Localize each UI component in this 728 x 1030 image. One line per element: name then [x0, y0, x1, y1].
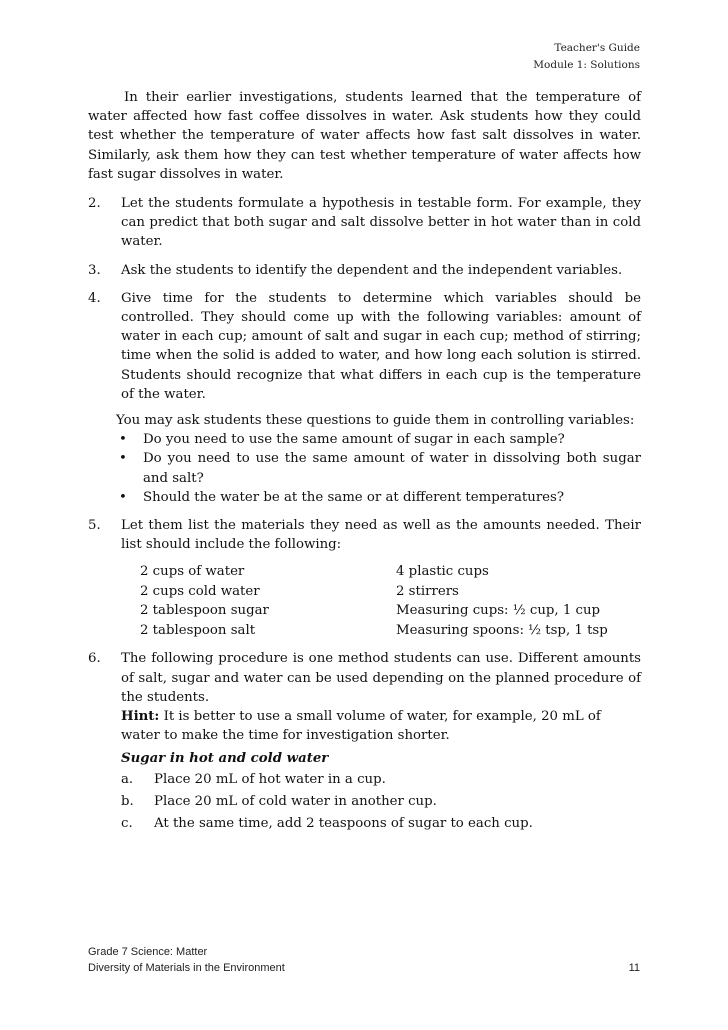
item-number: 2.: [88, 196, 101, 212]
item-text: Give time for the students to determine which variables should be controlled. They should come up with the following variables: amount of water in each cup; amount of salt and sugar in each cup; method of stirring; time when the solid is added to water, and how long each solution is stirred. Students should recognize that what differs in each cup is the temperature of the water.: [121, 290, 641, 402]
item-text: Let them list the materials they need as well as the amounts needed. Their list should include the following:: [121, 518, 641, 553]
guide-note: You may ask students these questions to guide them in controlling variables:: [116, 413, 635, 429]
footer-unit-title: Diversity of Materials in the Environment: [88, 962, 285, 974]
material-item: 2 stirrers: [396, 583, 459, 599]
materials-column-left: [140, 562, 396, 640]
bullet-icon: •: [119, 432, 127, 448]
procedure-step: [121, 813, 641, 835]
main-content: [88, 88, 641, 844]
procedure-subheading: Sugar in hot and cold water: [121, 751, 329, 767]
step-letter: c.: [121, 815, 133, 831]
hint-label: Hint:: [121, 709, 160, 725]
material-item: 4 plastic cups: [396, 564, 489, 580]
step-text: Place 20 mL of hot water in a cup.: [154, 771, 386, 787]
materials-list: [140, 562, 641, 640]
guide-question: [116, 430, 641, 449]
guide-question: [116, 488, 641, 507]
item-text: The following procedure is one method students can use. Different amounts of salt, sugar and water can be used depending on the planned procedure of the students.: [121, 651, 641, 705]
step-text: At the same time, add 2 teaspoons of sugar to each cup.: [154, 815, 533, 831]
list-item-6: [88, 649, 641, 834]
item-number: 4.: [88, 290, 101, 306]
guide-question-list: [116, 430, 641, 507]
material-item: 2 cups cold water: [140, 583, 260, 599]
page-number: 11: [628, 962, 640, 974]
header-module-title: Module 1: Solutions: [533, 59, 640, 71]
guide-question: [116, 449, 641, 487]
header-guide-title: Teacher's Guide: [554, 42, 640, 54]
material-item: Measuring spoons: ½ tsp, 1 tsp: [396, 622, 608, 638]
item-number: 5.: [88, 518, 101, 534]
material-item: 2 tablespoon sugar: [140, 603, 269, 619]
list-item-3: [88, 261, 641, 280]
procedure-steps: [121, 769, 641, 835]
step-letter: a.: [121, 771, 134, 787]
step-text: Place 20 mL of cold water in another cup.: [154, 793, 437, 809]
item-text: Ask the students to identify the dependent and the independent variables.: [121, 262, 623, 278]
material-item: Measuring cups: ½ cup, 1 cup: [396, 603, 601, 619]
bullet-icon: •: [119, 489, 127, 505]
item-text: Let the students formulate a hypothesis in testable form. For example, they can predict that both sugar and salt dissolve better in hot water than in cold water.: [121, 196, 641, 250]
question-text: Should the water be at the same or at different temperatures?: [143, 489, 565, 505]
running-header: [533, 40, 640, 74]
item-number: 6.: [88, 651, 101, 667]
bullet-icon: •: [119, 451, 127, 467]
list-item-2: [88, 194, 641, 252]
material-item: 2 cups of water: [140, 564, 245, 580]
question-text: Do you need to use the same amount of water in dissolving both sugar and salt?: [143, 451, 641, 486]
item-number: 3.: [88, 262, 101, 278]
question-text: Do you need to use the same amount of sugar in each sample?: [143, 432, 565, 448]
list-item-5: [88, 516, 641, 640]
hint-text: It is better to use a small volume of water, for example, 20 mL of water to make the time for investigation shorter.: [121, 709, 601, 744]
material-item: 2 tablespoon salt: [140, 622, 256, 638]
procedure-step: [121, 791, 641, 813]
procedure-step: [121, 769, 641, 791]
intro-paragraph: In their earlier investigations, students learned that the temperature of water affected how fast coffee dissolves in water. Ask students how they could test whether the temperature of water affects how fast salt dissolves in water. Similarly, ask them how they can test whether temperature of water affects how fast sugar dissolves in water.: [88, 90, 641, 182]
page-footer: [88, 944, 640, 976]
hint-note: [121, 707, 641, 745]
footer-course-title: Grade 7 Science: Matter: [88, 946, 208, 958]
step-letter: b.: [121, 793, 134, 809]
list-item-4: [88, 289, 641, 404]
materials-column-right: [396, 562, 636, 640]
